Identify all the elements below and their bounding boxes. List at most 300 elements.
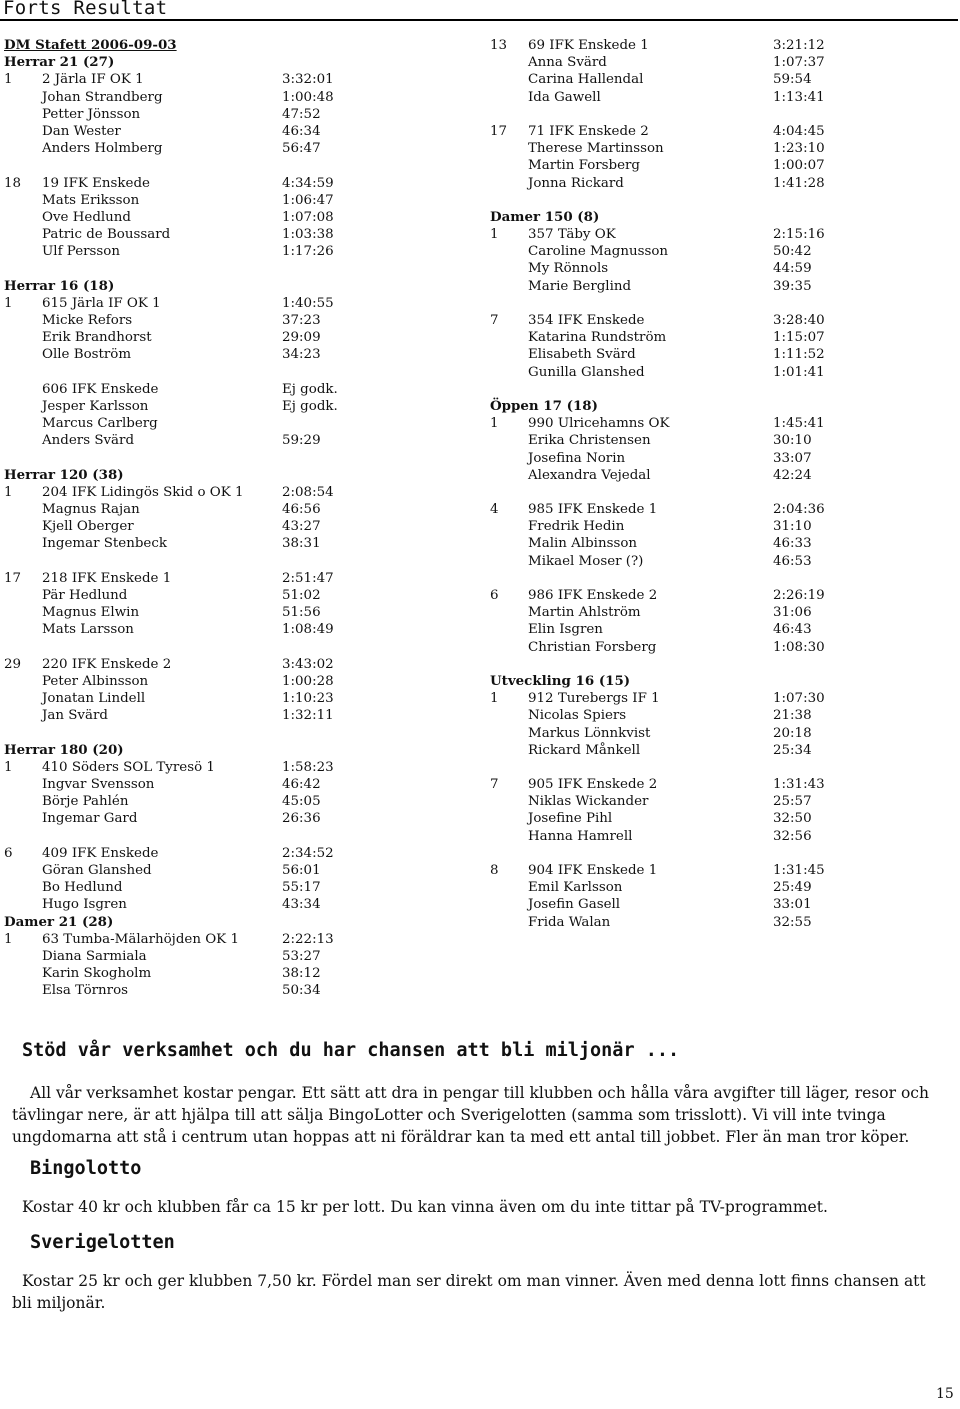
- result-name: Magnus Elwin: [42, 605, 140, 621]
- team-result-row: [490, 37, 950, 54]
- page-title: Forts Resultat: [3, 0, 168, 19]
- runner-result-row: [490, 364, 950, 381]
- result-name: 904 IFK Enskede 1: [528, 863, 658, 878]
- runner-result-row: [4, 896, 474, 913]
- result-time: 46:56: [282, 502, 321, 518]
- result-name: Elin Isgren: [528, 622, 603, 638]
- runner-result-row: [490, 725, 950, 742]
- promo-heading: Stöd vår verksamhet och du har chansen att bli miljonär ...: [22, 1040, 680, 1061]
- result-name: Patric de Boussard: [42, 227, 171, 243]
- result-time: 4:34:59: [282, 175, 334, 191]
- class-header: [4, 278, 474, 295]
- spacer: [490, 484, 950, 501]
- result-name: Malin Albinsson: [528, 536, 638, 552]
- bingolotto-heading: Bingolotto: [30, 1158, 142, 1179]
- result-name: Nicolas Spiers: [528, 708, 627, 724]
- result-time: 2:15:16: [773, 227, 825, 243]
- runner-result-row: [4, 209, 474, 226]
- result-time: 1:23:10: [773, 141, 825, 157]
- result-name: Ingemar Gard: [42, 811, 138, 827]
- runner-result-row: [490, 914, 950, 931]
- result-name: Mikael Moser (?): [528, 553, 644, 569]
- result-name: 2 Järla IF OK 1: [42, 72, 144, 88]
- result-placing: 18: [4, 175, 22, 191]
- result-placing: 1: [4, 931, 13, 947]
- result-name: 990 Ulricehamns OK: [528, 416, 670, 432]
- runner-result-row: [490, 260, 950, 277]
- runner-result-row: [4, 965, 474, 982]
- result-name: 409 IFK Enskede: [42, 845, 159, 861]
- runner-result-row: [490, 553, 950, 570]
- runner-result-row: [4, 862, 474, 879]
- result-time: 31:06: [773, 605, 812, 621]
- result-name: Anders Holmberg: [42, 141, 163, 157]
- result-name: Josefin Gasell: [528, 897, 621, 913]
- runner-result-row: [490, 89, 950, 106]
- result-name: Therese Martinsson: [528, 141, 664, 157]
- runner-result-row: [490, 793, 950, 810]
- runner-result-row: [490, 54, 950, 71]
- spacer: [4, 828, 474, 845]
- result-time: 55:17: [282, 880, 321, 896]
- result-time: 1:00:48: [282, 89, 334, 105]
- result-name: 19 IFK Enskede: [42, 175, 150, 191]
- result-name: Peter Albinsson: [42, 673, 149, 689]
- result-placing: 1: [490, 416, 499, 432]
- team-result-row: [490, 123, 950, 140]
- runner-result-row: [4, 398, 474, 415]
- spacer: [490, 381, 950, 398]
- runner-result-row: [4, 673, 474, 690]
- runner-result-row: [490, 742, 950, 759]
- runner-result-row: [4, 690, 474, 707]
- runner-result-row: [4, 535, 474, 552]
- result-name: Jan Svärd: [42, 708, 108, 724]
- result-name: Jonatan Lindell: [42, 691, 146, 707]
- runner-result-row: [490, 243, 950, 260]
- class-header-text: DM Stafett 2006-09-03: [4, 37, 177, 53]
- team-result-row: [4, 484, 474, 501]
- result-time: 29:09: [282, 330, 321, 346]
- result-name: Niklas Wickander: [528, 794, 649, 810]
- class-header: [4, 37, 474, 54]
- result-name: 606 IFK Enskede: [42, 381, 159, 397]
- result-name: 354 IFK Enskede: [528, 313, 645, 328]
- runner-result-row: [490, 329, 950, 346]
- runner-result-row: [4, 793, 474, 810]
- result-name: Hugo Isgren: [42, 897, 127, 913]
- result-time: 20:18: [773, 725, 812, 741]
- runner-result-row: [490, 432, 950, 449]
- runner-result-row: [4, 243, 474, 260]
- result-time: 1:00:28: [282, 673, 334, 689]
- result-placing: 7: [490, 777, 499, 793]
- bingolotto-text: Kostar 40 kr och klubben får ca 15 kr per lott. Du kan vinna även om du inte tittar på TV-programmet.: [22, 1198, 828, 1216]
- class-header-text: Öppen 17 (18): [490, 397, 598, 414]
- result-name: 63 Tumba-Mälarhöjden OK 1: [42, 931, 239, 947]
- result-time: 47:52: [282, 106, 321, 122]
- result-time: 38:31: [282, 536, 321, 552]
- runner-result-row: [4, 604, 474, 621]
- runner-result-row: [490, 604, 950, 621]
- runner-result-row: [490, 707, 950, 724]
- result-time: 50:42: [773, 244, 812, 260]
- runner-result-row: [490, 450, 950, 467]
- result-name: Josefina Norin: [528, 450, 626, 466]
- result-time: 3:28:40: [773, 313, 825, 328]
- result-name: 615 Järla IF OK 1: [42, 295, 161, 311]
- runner-result-row: [490, 175, 950, 192]
- spacer: [4, 157, 474, 174]
- result-placing: 1: [4, 72, 13, 88]
- team-result-row: [4, 931, 474, 948]
- results-left-column: [4, 37, 474, 1000]
- result-name: 220 IFK Enskede 2: [42, 656, 172, 672]
- result-time: 33:01: [773, 897, 812, 913]
- result-time: 46:33: [773, 536, 812, 552]
- class-header-text: Herrar 120 (38): [4, 466, 124, 483]
- runner-result-row: [4, 106, 474, 123]
- team-result-row: [490, 776, 950, 793]
- result-name: Marie Berglind: [528, 278, 632, 294]
- result-name: Ove Hedlund: [42, 209, 132, 225]
- runner-result-row: [490, 346, 950, 363]
- runner-result-row: [490, 639, 950, 656]
- result-placing: 1: [4, 759, 13, 775]
- result-time: 59:54: [773, 72, 812, 88]
- result-name: Ingvar Svensson: [42, 777, 155, 793]
- team-result-row: [4, 71, 474, 88]
- result-time: 1:08:49: [282, 622, 334, 638]
- spacer: [4, 553, 474, 570]
- result-name: Anders Svärd: [42, 433, 135, 449]
- result-placing: 1: [490, 227, 499, 243]
- result-time: 1:06:47: [282, 192, 334, 208]
- class-header-text: Damer 150 (8): [490, 208, 600, 225]
- runner-result-row: [490, 140, 950, 157]
- result-name: Alexandra Vejedal: [528, 467, 651, 483]
- result-time: 2:04:36: [773, 502, 825, 518]
- result-name: Petter Jönsson: [42, 106, 141, 122]
- spacer: [490, 759, 950, 776]
- result-placing: 1: [4, 295, 13, 311]
- team-result-row: [490, 312, 950, 329]
- team-result-row: [490, 587, 950, 604]
- class-header: [4, 467, 474, 484]
- results-right-column: [490, 37, 950, 931]
- result-time: 1:17:26: [282, 244, 334, 260]
- result-name: Elsa Törnros: [42, 983, 129, 999]
- result-time: 34:23: [282, 347, 321, 363]
- result-name: Emil Karlsson: [528, 880, 623, 896]
- result-time: 30:10: [773, 433, 812, 449]
- result-time: 56:47: [282, 141, 321, 157]
- runner-result-row: [490, 896, 950, 913]
- result-placing: 13: [490, 38, 508, 53]
- result-time: 25:34: [773, 742, 812, 758]
- class-header-text: Damer 21 (28): [4, 913, 114, 930]
- result-name: Kjell Oberger: [42, 519, 134, 535]
- runner-result-row: [4, 192, 474, 209]
- result-placing: 1: [4, 484, 13, 500]
- result-name: Bo Hedlund: [42, 880, 123, 896]
- result-name: Carina Hallendal: [528, 72, 644, 88]
- runner-result-row: [490, 71, 950, 88]
- result-name: Martin Ahlström: [528, 605, 641, 621]
- result-name: Dan Wester: [42, 123, 121, 139]
- result-name: 69 IFK Enskede 1: [528, 38, 649, 53]
- runner-result-row: [4, 587, 474, 604]
- result-placing: 17: [490, 123, 508, 139]
- result-name: Börje Pahlén: [42, 794, 129, 810]
- result-time: 25:57: [773, 794, 812, 810]
- sverigelotten-heading: Sverigelotten: [30, 1232, 175, 1253]
- result-name: Pär Hedlund: [42, 588, 128, 603]
- result-time: 1:00:07: [773, 158, 825, 174]
- class-header: [4, 914, 474, 931]
- result-name: Caroline Magnusson: [528, 244, 669, 260]
- result-time: 1:01:41: [773, 364, 825, 380]
- result-name: Jonna Rickard: [528, 175, 624, 191]
- runner-result-row: [4, 140, 474, 157]
- team-result-row: [4, 570, 474, 587]
- runner-result-row: [490, 278, 950, 295]
- class-header-text: Utveckling 16 (15): [490, 672, 631, 689]
- result-name: 410 Söders SOL Tyresö 1: [42, 759, 215, 775]
- runner-result-row: [490, 879, 950, 896]
- result-name: Ida Gawell: [528, 89, 601, 105]
- result-name: Josefine Pihl: [528, 811, 613, 827]
- result-name: My Rönnols: [528, 261, 609, 277]
- result-name: 357 Täby OK: [528, 227, 616, 243]
- result-time: 1:32:11: [282, 708, 334, 724]
- result-time: 2:34:52: [282, 845, 334, 861]
- result-time: 45:05: [282, 794, 321, 810]
- spacer: [490, 845, 950, 862]
- result-time: 1:07:08: [282, 209, 334, 225]
- team-result-row: [490, 862, 950, 879]
- page-header: [0, 0, 958, 21]
- spacer: [490, 106, 950, 123]
- class-header: [490, 398, 950, 415]
- result-time: 51:02: [282, 588, 321, 603]
- sverigelotten-text: Kostar 25 kr och ger klubben 7,50 kr. Fördel man ser direkt om man vinner. Även med denna lott finns chansen att bli miljonär.: [12, 1272, 926, 1312]
- result-placing: 4: [490, 502, 499, 518]
- result-time: 32:56: [773, 828, 812, 844]
- result-name: 912 Turebergs IF 1: [528, 691, 660, 707]
- runner-result-row: [4, 226, 474, 243]
- spacer: [490, 295, 950, 312]
- spacer: [490, 192, 950, 209]
- runner-result-row: [4, 810, 474, 827]
- class-header: [490, 673, 950, 690]
- result-name: Jesper Karlsson: [42, 398, 149, 414]
- result-name: Göran Glanshed: [42, 863, 152, 878]
- result-placing: 6: [4, 845, 13, 861]
- runner-result-row: [490, 535, 950, 552]
- spacer: [4, 639, 474, 656]
- result-time: 51:56: [282, 605, 321, 621]
- runner-result-row: [490, 621, 950, 638]
- result-time: Ej godk.: [282, 398, 338, 414]
- class-header-text: Herrar 180 (20): [4, 741, 124, 758]
- result-time: 1:03:38: [282, 227, 334, 243]
- class-header-text: Herrar 16 (18): [4, 277, 115, 294]
- runner-result-row: [490, 467, 950, 484]
- spacer: [490, 656, 950, 673]
- runner-result-row: [4, 707, 474, 724]
- runner-result-row: [4, 518, 474, 535]
- runner-result-row: [4, 948, 474, 965]
- result-name: Marcus Carlberg: [42, 416, 158, 432]
- class-header-text: Herrar 21 (27): [4, 54, 115, 71]
- result-time: 3:21:12: [773, 38, 825, 53]
- result-placing: 8: [490, 863, 499, 878]
- result-name: Erika Christensen: [528, 433, 651, 449]
- result-name: Ulf Persson: [42, 244, 120, 260]
- team-result-row: [4, 845, 474, 862]
- page-number: 15: [936, 1386, 954, 1402]
- runner-result-row: [4, 982, 474, 999]
- result-name: Erik Brandhorst: [42, 330, 152, 346]
- result-time: 37:23: [282, 313, 321, 328]
- result-time: 38:12: [282, 966, 321, 982]
- runner-result-row: [4, 123, 474, 140]
- result-name: Katarina Rundström: [528, 330, 667, 346]
- result-name: Karin Skogholm: [42, 966, 152, 982]
- runner-result-row: [4, 776, 474, 793]
- result-time: 46:34: [282, 123, 321, 139]
- result-name: Micke Refors: [42, 313, 133, 328]
- runner-result-row: [490, 157, 950, 174]
- spacer: [4, 260, 474, 277]
- result-placing: 6: [490, 588, 499, 603]
- team-result-row: [490, 226, 950, 243]
- result-time: 53:27: [282, 948, 321, 964]
- runner-result-row: [490, 810, 950, 827]
- result-name: Anna Svärd: [528, 55, 607, 71]
- team-result-row: [4, 295, 474, 312]
- result-time: 50:34: [282, 983, 321, 999]
- team-result-row: [4, 759, 474, 776]
- result-time: 1:31:43: [773, 777, 825, 793]
- result-time: 32:55: [773, 914, 812, 930]
- result-time: 1:10:23: [282, 691, 334, 707]
- result-time: 1:40:55: [282, 295, 334, 311]
- result-placing: 1: [490, 691, 499, 707]
- result-time: 42:24: [773, 467, 812, 483]
- runner-result-row: [4, 312, 474, 329]
- result-time: 46:43: [773, 622, 812, 638]
- result-time: 1:31:45: [773, 863, 825, 878]
- result-time: 25:49: [773, 880, 812, 896]
- result-name: 986 IFK Enskede 2: [528, 588, 658, 603]
- spacer: [4, 450, 474, 467]
- team-result-row: [490, 690, 950, 707]
- result-name: Ingemar Stenbeck: [42, 536, 167, 552]
- team-result-row: [4, 656, 474, 673]
- runner-result-row: [4, 415, 474, 432]
- result-time: Ej godk.: [282, 381, 338, 397]
- result-time: 2:08:54: [282, 484, 334, 500]
- team-result-row: [490, 501, 950, 518]
- result-name: 905 IFK Enskede 2: [528, 777, 658, 793]
- spacer: [490, 570, 950, 587]
- result-name: Elisabeth Svärd: [528, 347, 636, 363]
- result-time: 2:51:47: [282, 570, 334, 586]
- result-name: Hanna Hamrell: [528, 828, 633, 844]
- result-time: 21:38: [773, 708, 812, 724]
- result-time: 1:41:28: [773, 175, 825, 191]
- class-header: [4, 54, 474, 71]
- spacer: [4, 364, 474, 381]
- result-time: 3:43:02: [282, 656, 334, 672]
- result-time: 39:35: [773, 278, 812, 294]
- result-time: 2:22:13: [282, 931, 334, 947]
- result-time: 26:36: [282, 811, 321, 827]
- runner-result-row: [4, 89, 474, 106]
- runner-result-row: [4, 501, 474, 518]
- result-placing: 7: [490, 313, 499, 328]
- runner-result-row: [4, 381, 474, 398]
- result-name: Markus Lönnkvist: [528, 725, 651, 741]
- result-placing: 29: [4, 656, 22, 672]
- result-time: 43:27: [282, 519, 321, 535]
- result-time: 1:13:41: [773, 89, 825, 105]
- result-name: Gunilla Glanshed: [528, 364, 645, 380]
- result-time: 46:42: [282, 777, 321, 793]
- runner-result-row: [4, 621, 474, 638]
- spacer: [4, 725, 474, 742]
- result-name: Magnus Rajan: [42, 502, 140, 518]
- team-result-row: [4, 175, 474, 192]
- result-time: 1:07:30: [773, 691, 825, 707]
- result-time: 1:45:41: [773, 416, 825, 432]
- result-name: Rickard Månkell: [528, 742, 641, 758]
- promo-intro-text: All vår verksamhet kostar pengar. Ett sätt att dra in pengar till klubben och hålla våra avgifter till läger, resor och tävlingar nere, är att hjälpa till att sälja BingoLotter och Sverigelotten (samma som trisslott). Vi vill inte tvinga ungdomarna att stå i centrum utan hoppas att ni föräldrar kan ta med ett antal till jobbet. Fler än man tror köper.: [12, 1084, 929, 1146]
- result-time: 33:07: [773, 450, 812, 466]
- runner-result-row: [490, 518, 950, 535]
- result-time: 1:07:37: [773, 55, 825, 71]
- result-name: Mats Larsson: [42, 622, 134, 638]
- result-name: 71 IFK Enskede 2: [528, 123, 649, 139]
- result-time: 1:11:52: [773, 347, 825, 363]
- result-time: 56:01: [282, 863, 321, 878]
- result-time: 59:29: [282, 433, 321, 449]
- result-time: 46:53: [773, 553, 812, 569]
- result-name: Frida Walan: [528, 914, 611, 930]
- result-name: Johan Strandberg: [42, 89, 163, 105]
- result-name: Fredrik Hedin: [528, 519, 625, 535]
- runner-result-row: [4, 879, 474, 896]
- result-name: Mats Eriksson: [42, 192, 140, 208]
- result-time: 1:58:23: [282, 759, 334, 775]
- result-name: Christian Forsberg: [528, 639, 657, 655]
- result-name: 204 IFK Lidingös Skid o OK 1: [42, 484, 244, 500]
- result-time: 32:50: [773, 811, 812, 827]
- result-name: 985 IFK Enskede 1: [528, 502, 658, 518]
- result-name: Martin Forsberg: [528, 158, 641, 174]
- runner-result-row: [4, 346, 474, 363]
- team-result-row: [490, 415, 950, 432]
- class-header: [4, 742, 474, 759]
- result-name: 218 IFK Enskede 1: [42, 570, 172, 586]
- result-name: Diana Sarmiala: [42, 948, 147, 964]
- result-time: 43:34: [282, 897, 321, 913]
- result-time: 44:59: [773, 261, 812, 277]
- runner-result-row: [4, 329, 474, 346]
- result-time: 3:32:01: [282, 72, 334, 88]
